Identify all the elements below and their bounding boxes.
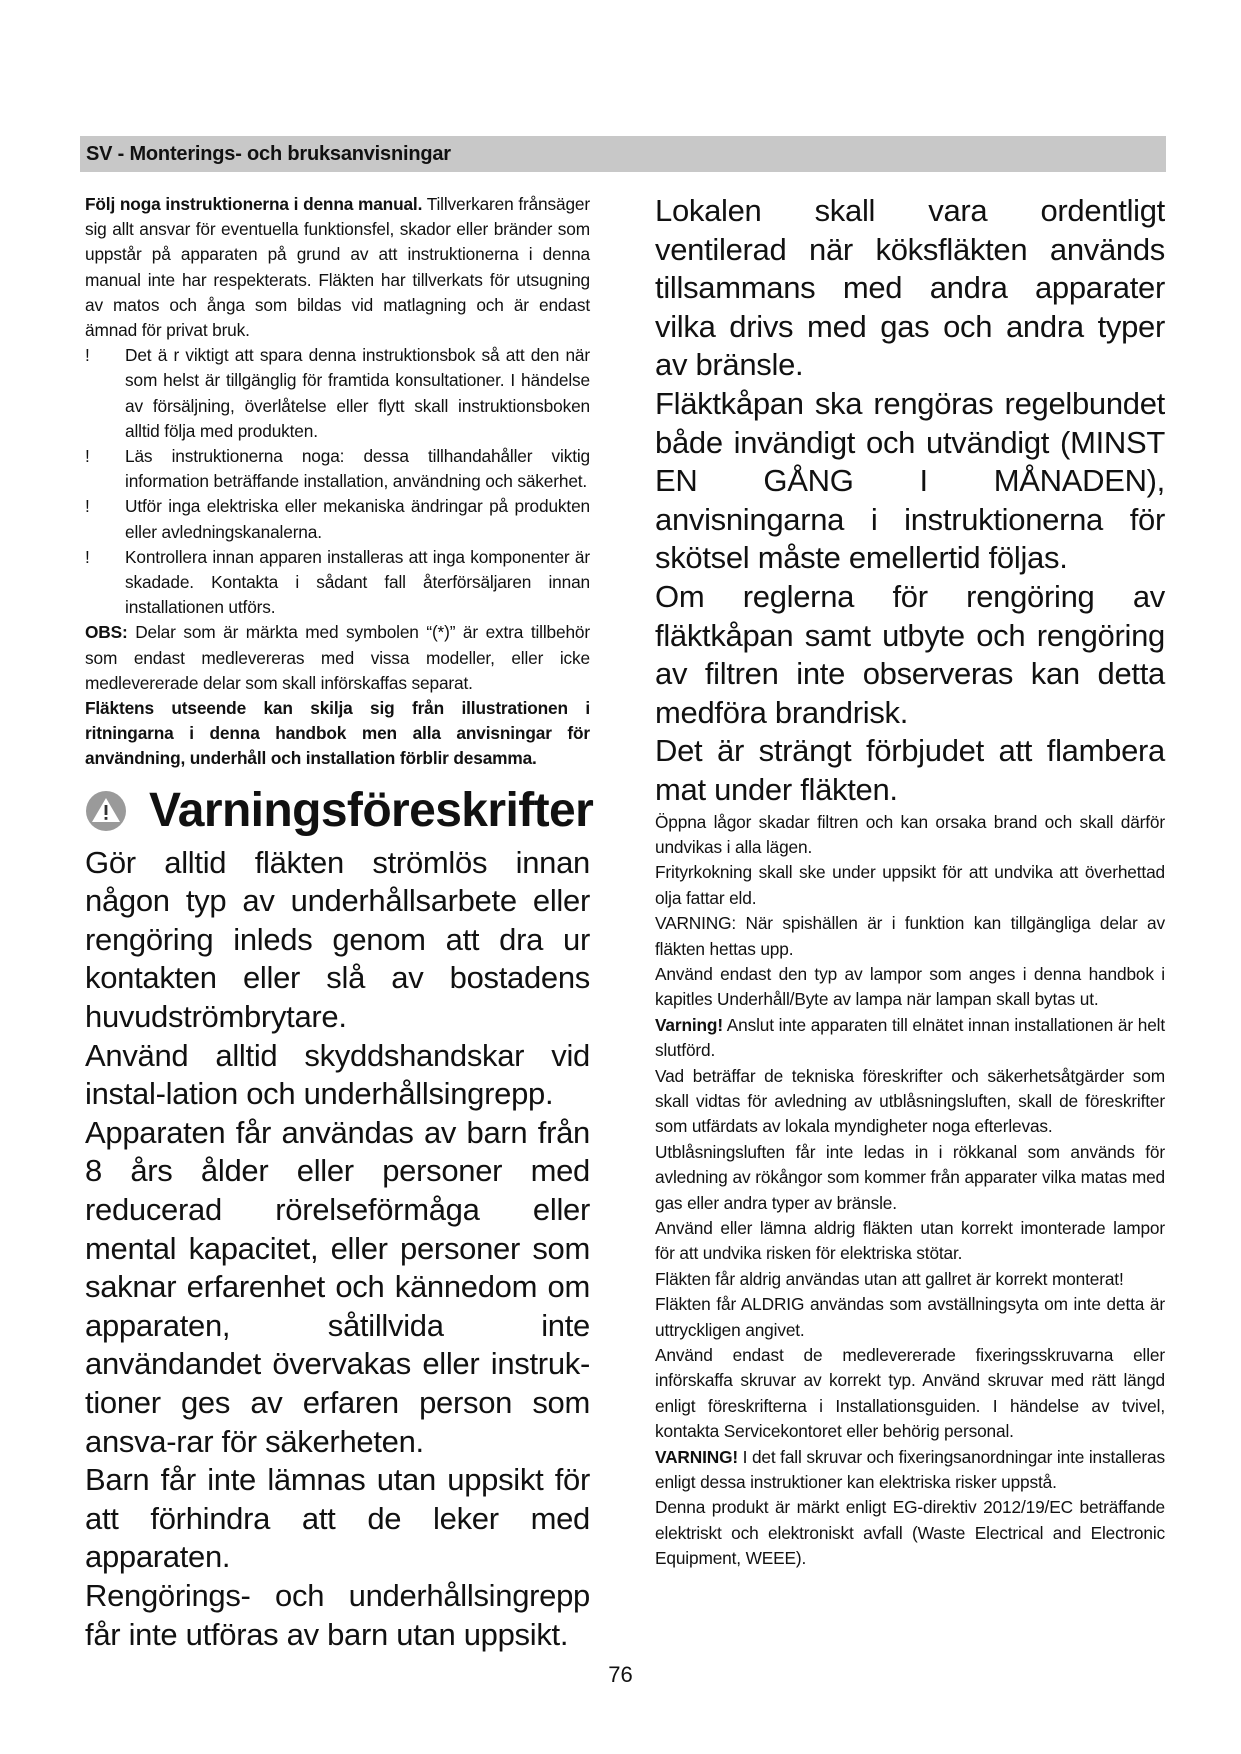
paragraph: Utblåsningsluften får inte ledas in i rökkanal som används för avledning av rökångor som kommer från apparater vilka matas med gas eller andra typer av bränsle. <box>655 1141 1165 1213</box>
intro-paragraph <box>85 192 590 343</box>
paragraph: Fläkten får ALDRIG användas som avställningsyta om inte detta är uttryckligen angivet. <box>655 1294 1165 1340</box>
section-header-bar <box>80 136 1166 172</box>
bullet-item <box>85 545 590 621</box>
paragraph: Öppna lågor skadar filtren och kan orsaka brand och skall därför undvikas i alla lägen. <box>655 811 1165 857</box>
bullet-text: Kontrollera innan apparen installeras att inga komponenter är skadade. Kontakta i sådant fall återförsäljaren innan installationen utförs. <box>125 546 590 618</box>
paragraph: Vad beträffar de tekniska föreskrifter och säkerhetsåtgärder som skall vidtas för avledning av utblåsningsluften, skall de föreskrifter som utfärdats av lokala myndigheter noga efterlevas. <box>655 1065 1165 1137</box>
warning-paragraph: Apparaten får användas av barn från 8 års ålder eller personer med reducerad rörelseförmåga eller mental kapacitet, eller personer som saknar erfarenhet och kännedom om apparaten, såtillvida inte användandet övervakas eller instruk-tioner ges av erfaren person som ansva-rar för säkerheten. <box>85 1114 590 1459</box>
warning-paragraph: Barn får inte lämnas utan uppsikt för att förhindra att de leker med apparaten. <box>85 1462 590 1575</box>
warning-paragraph: Om reglerna för rengöring av fläktkåpan samt utbyte och rengöring av filtren inte observeras kan detta medföra brandrisk. <box>655 578 1165 730</box>
warning-paragraph: Gör alltid fläkten strömlös innan någon typ av underhållsarbete eller rengöring inleds genom att dra ur kontakten eller slå av bostadens huvudströmbrytare. <box>85 844 590 1035</box>
bullet-text: Det ä r viktigt att spara denna instruktionsbok så att den när som helst är tillgänglig för framtida konsultationer. I händelse av försäljning, överlåtelse eller flytt skall instruktionsboken alltid följa med produkten. <box>125 345 590 441</box>
bullet-item <box>85 494 590 544</box>
paragraph <box>655 1445 1165 1496</box>
paragraph: Använd endast den typ av lampor som anges i denna handbok i kapitles Underhåll/Byte av lampa när lampan skall bytas ut. <box>655 963 1165 1010</box>
appearance-note: Fläktens utseende kan skilja sig från illustrationen i ritningarna i denna handbok men alla anvisningar för användning, underhåll och installation förblir desamma. <box>85 698 590 769</box>
paragraph: Denna produkt är märkt enligt EG-direktiv 2012/19/EC beträffande elektriskt och elektroniskt avfall (Waste Electrical and Electronic Equipment, WEEE). <box>655 1497 1165 1569</box>
exclamation-icon: ! <box>85 546 90 567</box>
bullet-item <box>85 444 590 494</box>
exclamation-icon: ! <box>85 345 90 366</box>
bullet-text: Läs instruktionerna noga: dessa tillhandahåller viktig information beträffande installation, användning och säkerhet. <box>125 446 590 492</box>
right-column <box>655 192 1165 1572</box>
exclamation-icon: ! <box>85 446 90 467</box>
page-number: 76 <box>608 1662 633 1687</box>
warning-paragraph: Rengörings- och underhållsingrepp får inte utföras av barn utan uppsikt. <box>85 1577 590 1652</box>
paragraph: Använd eller lämna aldrig fläkten utan korrekt imonterade lampor för att undvika risken för elektriska stötar. <box>655 1218 1165 1264</box>
paragraph-text: Anslut inte apparaten till elnätet innan installationen är helt slutförd. <box>655 1014 1165 1061</box>
warning-paragraph: Fläktkåpan ska rengöras regelbundet både invändigt och utvändigt (MINST EN GÅNG I MÅNADEN), anvisningarna i instruktionerna för skötsel måste emellertid följas. <box>655 385 1165 576</box>
paragraph <box>655 1013 1165 1064</box>
warning-triangle-icon <box>85 790 127 832</box>
warning-paragraph: Det är strängt förbjudet att flambera mat under fläkten. <box>655 733 1165 807</box>
obs-paragraph <box>85 620 590 696</box>
paragraph: Fläkten får aldrig användas utan att gallret är korrekt monterat! <box>655 1268 1124 1289</box>
warning-paragraph: Använd alltid skyddshandskar vid instal-lation och underhållsingrepp. <box>85 1037 590 1112</box>
section-title: SV - Monterings- och bruksanvisningar <box>86 143 451 165</box>
paragraph: Använd endast de medlevererade fixeringsskruvarna eller införskaffa skruvar av korrekt typ. Använd skruvar med rätt längd enligt föreskrifterna i Installationsguiden. I händelse av tvivel, kontakta Servicekontoret eller behörig personal. <box>655 1345 1165 1442</box>
warning-label: Varning! <box>655 1014 723 1035</box>
warning-title: Varningsföreskrifter <box>149 783 594 837</box>
obs-text: Delar som är märkta med symbolen “(*)” är extra tillbehör som endast medlevereras med vissa modeller, eller icke medlevererade delar som skall införskaffas separat. <box>85 622 590 693</box>
paragraph: Frityrkokning skall ske under uppsikt för att undvika att överhettad olja fattar eld. <box>655 862 1165 908</box>
left-column <box>85 192 594 1654</box>
warning-heading <box>85 783 594 838</box>
paragraph: VARNING: När spishällen är i funktion kan tillgängliga delar av fläkten hettas upp. <box>655 913 1165 959</box>
intro-bold: Följ noga instruktionerna i denna manual. <box>85 194 423 214</box>
paragraph-text: I det fall skruvar och fixeringsanordningar inte installeras enligt dessa instruktioner kan elektriska risker uppstå. <box>655 1446 1165 1493</box>
obs-label: OBS: <box>85 622 128 643</box>
exclamation-icon: ! <box>85 496 90 517</box>
bullet-text: Utför inga elektriska eller mekaniska ändringar på produkten eller avledningskanalerna. <box>125 496 590 542</box>
warning-label: VARNING! <box>655 1446 738 1467</box>
intro-text: Tillverkaren frånsäger sig allt ansvar för eventuella funktionsfel, skador eller bränder som uppstår på apparaten på grund av att instruktionerna i denna manual inte har respekterats. Fläkten har tillverkats för utsugning av matos och ånga som bildas vid matlagning och är endast ämnad för privat bruk. <box>85 194 590 341</box>
warning-paragraph: Lokalen skall vara ordentligt ventilerad när köksfläkten används tillsammans med andra apparater vilka drivs med gas och andra typer av bränsle. <box>655 193 1165 383</box>
bullet-item <box>85 343 590 444</box>
